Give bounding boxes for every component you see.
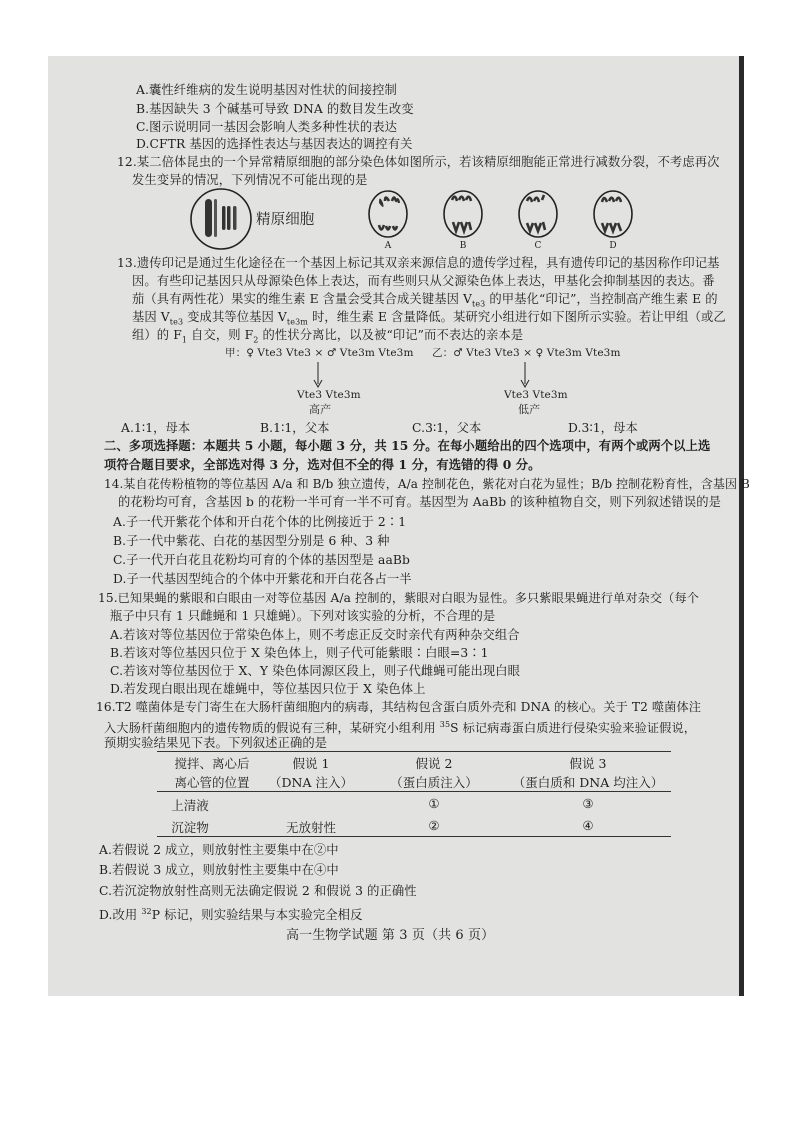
q13-option-b: B.1∶1，父本 [260, 421, 330, 435]
page-footer: 高一生物学试题 第 3 页（共 6 页） [286, 928, 495, 943]
table-head2-col3: （蛋白质注入） [390, 775, 478, 790]
table-row2-col2: 无放射性 [285, 820, 336, 835]
q11-option-c: C.图示说明同一基因会影响人类多种性状的表达 [136, 120, 398, 134]
q16-option-b: B.若假说 3 成立，则放射性主要集中在④中 [99, 863, 339, 877]
table-row2-col3: ② [428, 818, 440, 833]
spermatogonium-cell-figure [191, 189, 251, 249]
result-yi: 低产 [518, 403, 541, 416]
table-row2-col4: ④ [582, 818, 594, 833]
option-c-label: C [534, 241, 542, 251]
option-a-label: A [384, 241, 392, 251]
q13-line5: 组）的 $F_1$ 自交，则 $F_2$ 的性状分离比，以及被“印记”而不表达的亲本是 [132, 328, 524, 345]
f1-yi: Vte3 Vte3m [504, 389, 568, 401]
q15-line1: 15.已知果蝇的紫眼和白眼由一对等位基因 A/a 控制的，紫眼对白眼为显性。多只紫眼果蝇进行单对杂交（每个 [98, 591, 700, 605]
table-row1-col3: ① [428, 796, 440, 811]
option-b-cell-figure [444, 191, 482, 237]
option-d-label: D [609, 241, 617, 251]
table-row1-col1: 上清液 [171, 798, 209, 813]
q13-line1: 13.遗传印记是通过生化途径在一个基因上标记其双亲来源信息的遗传学过程，具有遗传印记的基因称作印记基 [117, 256, 720, 270]
option-d-cell-figure [594, 191, 632, 237]
cross-yi: 乙：♂ Vte3 Vte3 × ♀ Vte3m Vte3m [432, 347, 621, 359]
section2-heading-line1: 二、多项选择题：本题共 5 小题，每小题 3 分，共 15 分。在每小题给出的四个选项中，有两个或两个以上选 [104, 438, 711, 453]
q13-line2: 因。有些印记基因只从母源染色体上表达，而有些则只从父源染色体上表达，甲基化会抑制基因的表达。番 [132, 274, 715, 288]
q14-line1: 14.某自花传粉植物的等位基因 A/a 和 B/b 独立遗传，A/a 控制花色，紫花对白花为显性；B/b 控制花粉育性，含基因 B [104, 477, 750, 491]
option-c-cell-figure [519, 191, 557, 237]
q15-option-b: B.若该对等位基因只位于 X 染色体上，则子代可能紫眼∶白眼=3∶1 [110, 646, 489, 660]
option-a-cell-figure [369, 191, 407, 237]
q11-option-b: B.基因缺失 3 个碱基可导致 DNA 的数目发生改变 [136, 102, 414, 116]
q14-option-b: B.子一代中紫花、白花的基因型分别是 6 种、3 种 [113, 534, 390, 548]
table-row2-col1: 沉淀物 [171, 820, 209, 835]
cross-arrows [220, 360, 620, 390]
q15-line2: 瓶子中只有 1 只雌蝇和 1 只雄蝇）。下列对该实验的分析，不合理的是 [110, 609, 496, 623]
spermatogonium-label: 精原细胞 [256, 212, 315, 228]
q16-option-d: D.改用 $^{32}$P 标记，则实验结果与本实验完全相反 [99, 907, 363, 923]
q15-option-d: D.若发现白眼出现在雄蝇中，等位基因只位于 X 染色体上 [110, 682, 426, 696]
table-head2-col2: （DNA 注入） [269, 775, 353, 790]
table-head1-col1: 搅拌、离心后 [174, 756, 250, 771]
q11-option-a: A.囊性纤维病的发生说明基因对性状的间接控制 [136, 83, 397, 97]
q16-line1: 16.T2 噬菌体是专门寄生在大肠杆菌细胞内的病毒，其结构包含蛋白质外壳和 DNA 的核心。关于 T2 噬菌体注 [96, 700, 702, 714]
q13-line4: 基因 $V_{te3}$ 变成其等位基因 $V_{te3m}$ 时，维生素 E 含量降低。某研究小组进行如下图所示实验。若让甲组（或乙 [132, 310, 726, 327]
q13-option-a: A.1∶1，母本 [121, 421, 191, 435]
table-top-rule [157, 751, 671, 752]
q16-option-c: C.若沉淀物放射性高则无法确定假说 2 和假说 3 的正确性 [99, 884, 417, 898]
page-edge-shadow [739, 56, 744, 996]
q15-option-c: C.若该对等位基因位于 X、Y 染色体同源区段上，则子代雌蝇可能出现白眼 [110, 664, 521, 678]
q11-option-d: D.CFTR 基因的选择性表达与基因表达的调控有关 [136, 137, 413, 151]
q14-line2: 的花粉均可育，含基因 b 的花粉一半可育一半不可育。基因型为 AaBb 的该种植物自交，则下列叙述错误的是 [118, 495, 721, 509]
table-head2-col4: （蛋白质和 DNA 均注入） [512, 775, 664, 790]
q16-option-a: A.若假说 2 成立，则放射性主要集中在②中 [99, 843, 339, 857]
q12-stem-line2: 发生变异的情况，下列情况不可能出现的是 [132, 173, 368, 187]
table-bottom-rule [157, 836, 671, 837]
q14-option-a: A.子一代开紫花个体和开白花个体的比例接近于 2∶1 [113, 515, 407, 529]
result-jia: 高产 [309, 403, 332, 416]
q12-stem-line1: 12.某二倍体昆虫的一个异常精原细胞的部分染色体如图所示，若该精原细胞能正常进行减数分裂，不考虑再次 [117, 155, 720, 169]
f1-jia: Vte3 Vte3m [297, 389, 361, 401]
q14-option-d: D.子一代基因型纯合的个体中开紫花和开白花各占一半 [113, 572, 412, 586]
table-head-rule [157, 791, 671, 792]
q15-option-a: A.若该对等位基因位于常染色体上，则不考虑正反交时亲代有两种杂交组合 [110, 628, 520, 642]
q13-line3: 茄（具有两性花）果实的维生素 E 含量会受其合成关键基因 $V_{te3}$ 的甲基化“印记”，当控制高产维生素 E 的 [132, 292, 718, 309]
table-head1-col3: 假说 2 [415, 756, 453, 771]
q14-option-c: C.子一代开白花且花粉均可育的个体的基因型是 aaBb [113, 553, 410, 567]
option-b-label: B [459, 241, 467, 251]
table-head1-col2: 假说 1 [292, 756, 330, 771]
table-head2-col1: 离心管的位置 [174, 775, 250, 790]
table-row1-col4: ③ [582, 796, 594, 811]
section2-heading-line2: 项符合题目要求，全部选对得 3 分，选对但不全的得 1 分，有选错的得 0 分。 [104, 457, 541, 472]
q13-option-d: D.3∶1，母本 [568, 421, 638, 435]
q16-line3: 预期实验结果见下表。下列叙述正确的是 [104, 736, 328, 750]
table-head1-col4: 假说 3 [569, 756, 607, 771]
q16-line2: 入大肠杆菌细胞内的遗传物质的假说有三种，某研究小组利用 $^{35}$S 标记病毒蛋白质进行侵染实验来验证假说， [104, 720, 697, 736]
q13-option-c: C.3∶1，父本 [412, 421, 482, 435]
cross-jia: 甲：♀ Vte3 Vte3 × ♂ Vte3m Vte3m [225, 347, 414, 359]
